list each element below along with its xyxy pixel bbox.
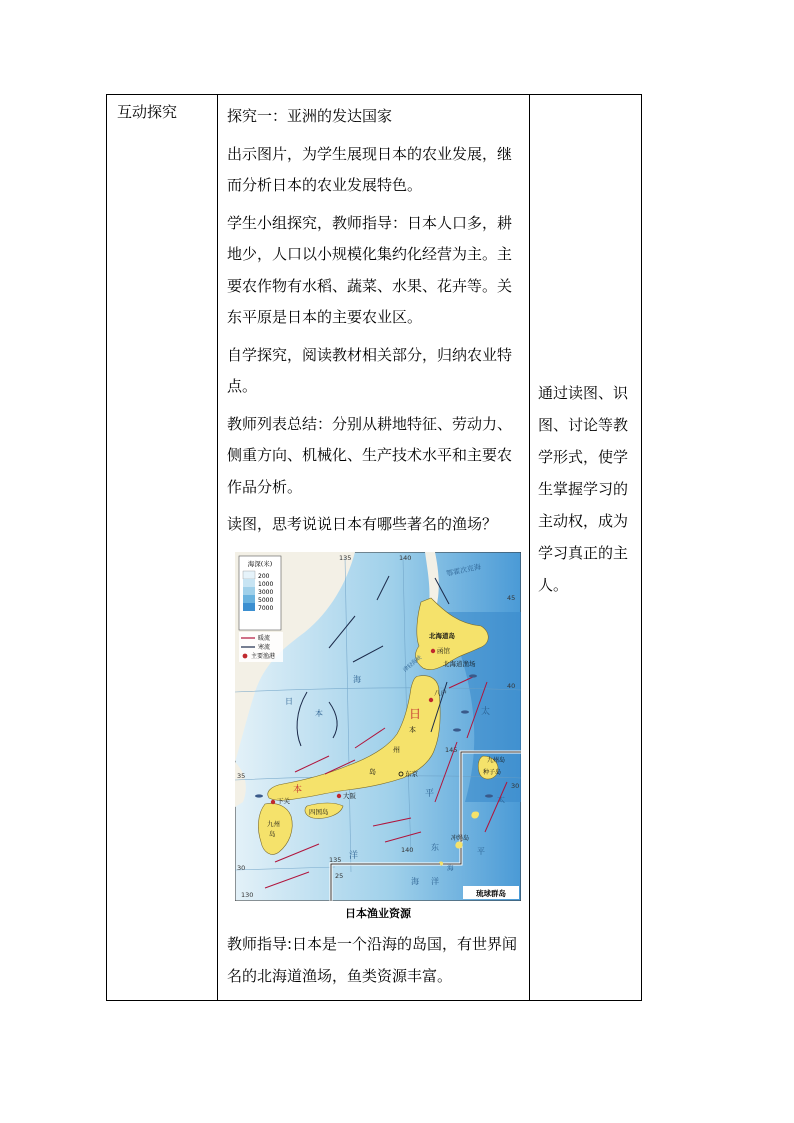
inset-label-tanegashima: 种子岛 xyxy=(483,769,502,776)
lon-label-3: 145 xyxy=(445,746,458,754)
depth-label-2: 1000 xyxy=(258,581,274,588)
label-ryukyu: 琉球群岛 xyxy=(476,889,506,898)
label-honshu-ri: 日 xyxy=(409,707,422,721)
lat-label-4: 30 xyxy=(237,864,246,872)
pacific-ping: 平 xyxy=(425,789,435,799)
section-label: 互动探究 xyxy=(117,103,178,121)
label-honshu-dao: 岛 xyxy=(369,768,376,776)
east-dong: 东 xyxy=(431,843,439,852)
inset-label-kyushu: 九州岛 xyxy=(487,757,506,764)
paragraph-3: 学生小组探究，教师指导：日本人口多，耕地少，人口以小规模化集约化经营为主。主要农作物有水稻、蔬菜、水果、花卉等。关东平原是日本的主要农业区。 xyxy=(227,213,513,326)
map-caption: 日本渔业资源 xyxy=(345,907,411,920)
column-divider-1 xyxy=(217,95,218,1000)
paragraph-6: 读图，思考说说日本有哪些著名的渔场？ xyxy=(227,515,498,533)
paragraph-4: 自学探究，阅读教材相关部分，归纳农业特点。 xyxy=(227,345,513,395)
label-honshu-zhou: 州 xyxy=(393,746,400,754)
lesson-table xyxy=(106,94,642,1001)
lat-label-2: 40 xyxy=(507,682,516,690)
legend-port: 主要渔港 xyxy=(251,653,276,660)
lat-label-3: 35 xyxy=(237,772,246,780)
depth-label-4: 5000 xyxy=(258,597,274,604)
lon-label-5: 135 xyxy=(329,856,342,864)
legend-title: 海深(米) xyxy=(247,560,273,568)
paragraph-7: 教师指导:日本是一个沿海的岛国，有世界闻名的北海道渔场，鱼类资源丰富。 xyxy=(227,935,518,985)
label-fishery: 北海道渔场 xyxy=(443,660,476,668)
lon-label-4: 130 xyxy=(241,891,254,899)
inset-ping: 平 xyxy=(477,847,485,856)
lon-label-6: 140 xyxy=(401,846,414,854)
paragraph-1: 探究一：亚洲的发达国家 xyxy=(227,107,393,125)
sea-ri: 日 xyxy=(285,697,293,706)
depth-label-3: 3000 xyxy=(258,589,274,596)
label-shikoku: 四国岛 xyxy=(309,808,329,816)
label-shimonoseki: 下关 xyxy=(277,797,290,805)
sea-hai: 海 xyxy=(353,675,361,684)
east-hai-2: 海 xyxy=(447,864,454,872)
legend-symbols xyxy=(239,632,283,662)
lat-label-1: 45 xyxy=(507,594,516,602)
teacher-guidance xyxy=(227,929,519,992)
column-divider-2 xyxy=(529,95,530,1000)
port-hakodate xyxy=(431,649,435,653)
lat-label-5: 30 xyxy=(511,782,520,790)
label-ben: 本 xyxy=(293,785,303,795)
japan-fishery-map xyxy=(235,552,521,901)
label-kyushu-1: 九州 xyxy=(267,820,280,828)
port-hachinohe xyxy=(429,698,433,702)
lat-label-6: 25 xyxy=(335,872,344,880)
label-kyushu-2: 岛 xyxy=(269,830,276,838)
fishing-port-icon xyxy=(243,654,248,659)
pacific-yang: 洋 xyxy=(349,851,359,861)
teaching-content xyxy=(227,101,519,547)
paragraph-2: 出示图片，为学生展现日本的农业发展，继而分析日本的农业发展特色。 xyxy=(227,144,513,194)
label-hokkaido: 北海道岛 xyxy=(429,632,455,640)
inset-label-okinawa: 冲绳岛 xyxy=(451,835,470,842)
east-hai: 海 xyxy=(411,877,419,886)
lon-label-1: 135 xyxy=(339,554,352,562)
label-tokyo: 东京 xyxy=(405,770,418,778)
label-hakodate: 函馆 xyxy=(437,647,450,655)
lon-label-2: 140 xyxy=(399,554,412,562)
depth-label-1: 200 xyxy=(258,573,270,580)
sea-okhotsk: 鄂霍次克海 xyxy=(445,562,482,578)
label-hachinohe: 八户 xyxy=(434,689,447,697)
label-honshu-ben: 本 xyxy=(409,726,416,734)
legend-cold: 寒流 xyxy=(258,644,271,651)
inset-tai: 太 xyxy=(497,795,505,804)
sea-ben: 本 xyxy=(315,709,323,718)
port-osaka xyxy=(337,794,341,798)
pacific-tai: 太 xyxy=(481,707,491,717)
inset-yang: 洋 xyxy=(431,877,439,886)
label-osaka: 大阪 xyxy=(343,792,356,800)
legend-warm: 暖流 xyxy=(258,635,271,642)
depth-label-5: 7000 xyxy=(258,605,274,612)
paragraph-5: 教师列表总结：分别从耕地特征、劳动力、侧重方向、机械化、生产技术水平和主要农作品分析。 xyxy=(227,414,513,496)
strait-tsugaru: 津轻海峡 xyxy=(402,654,424,674)
port-shimonoseki xyxy=(271,800,275,804)
legend xyxy=(239,556,281,630)
design-intent: 通过读图、识图、讨论等教学形式，使学生掌握学习的主动权，成为学习真正的主人。 xyxy=(538,384,629,594)
